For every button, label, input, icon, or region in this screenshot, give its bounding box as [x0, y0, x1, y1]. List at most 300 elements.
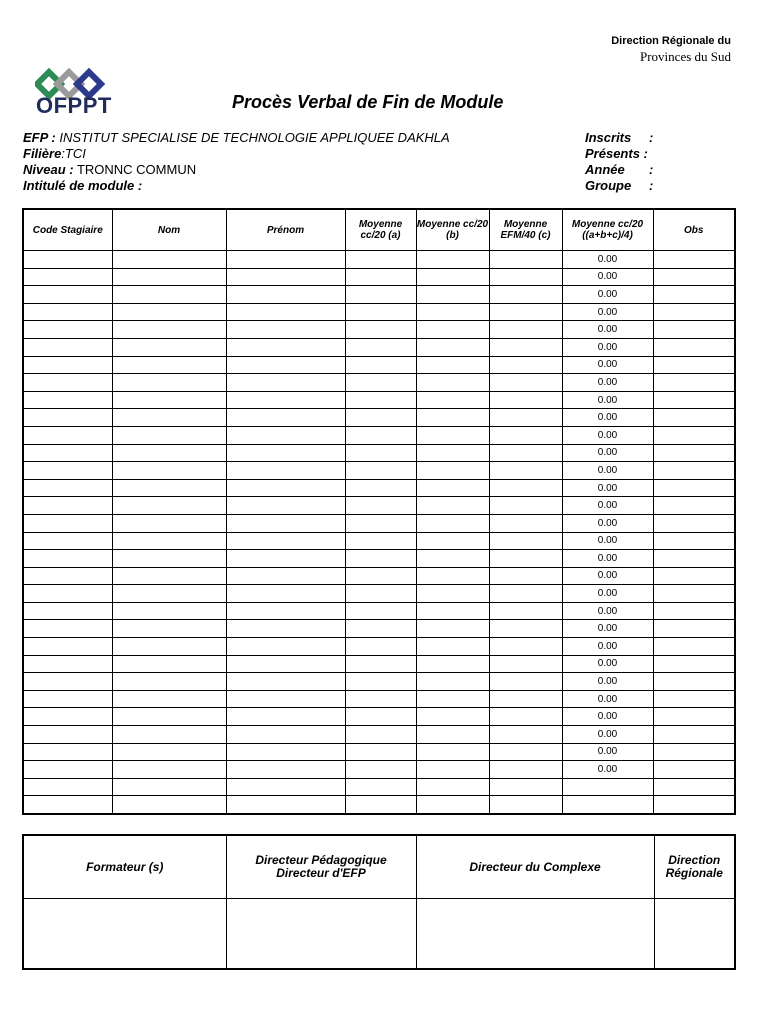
- cell-nom[interactable]: [112, 761, 226, 779]
- cell-nom[interactable]: [112, 602, 226, 620]
- cell-moyenne-b[interactable]: [416, 726, 489, 744]
- cell-nom[interactable]: [112, 690, 226, 708]
- table-row: [23, 620, 735, 638]
- cell-moyenne-finale[interactable]: [562, 796, 653, 814]
- cell-moyenne-efm[interactable]: [489, 338, 562, 356]
- table-row: [23, 778, 735, 796]
- cell-code-stagiaire[interactable]: [23, 761, 112, 779]
- cell-moyenne-b[interactable]: [416, 550, 489, 568]
- filiere-value: :TCI: [61, 146, 86, 161]
- cell-moyenne-efm[interactable]: [489, 409, 562, 427]
- cell-obs[interactable]: [653, 761, 735, 779]
- cell-moyenne-b[interactable]: [416, 251, 489, 269]
- cell-obs[interactable]: [653, 409, 735, 427]
- cell-nom[interactable]: [112, 479, 226, 497]
- cell-nom[interactable]: [112, 338, 226, 356]
- cell-prenom[interactable]: [226, 286, 345, 304]
- cell-moyenne-finale[interactable]: 0.00: [562, 303, 653, 321]
- cell-code-stagiaire[interactable]: [23, 426, 112, 444]
- cell-moyenne-finale[interactable]: 0.00: [562, 726, 653, 744]
- cell-obs[interactable]: [653, 426, 735, 444]
- cell-moyenne-finale[interactable]: 0.00: [562, 444, 653, 462]
- cell-moyenne-b[interactable]: [416, 321, 489, 339]
- directeur-complexe-signature-cell[interactable]: [416, 899, 654, 970]
- cell-prenom[interactable]: [226, 708, 345, 726]
- cell-code-stagiaire[interactable]: [23, 690, 112, 708]
- cell-moyenne-finale[interactable]: 0.00: [562, 338, 653, 356]
- cell-prenom[interactable]: [226, 567, 345, 585]
- cell-moyenne-efm[interactable]: [489, 321, 562, 339]
- cell-moyenne-a[interactable]: [345, 550, 416, 568]
- cell-obs[interactable]: [653, 374, 735, 392]
- cell-moyenne-b[interactable]: [416, 497, 489, 515]
- cell-moyenne-efm[interactable]: [489, 479, 562, 497]
- cell-moyenne-a[interactable]: [345, 796, 416, 814]
- cell-obs[interactable]: [653, 303, 735, 321]
- cell-moyenne-b[interactable]: [416, 602, 489, 620]
- table-row: [23, 567, 735, 585]
- cell-moyenne-finale[interactable]: 0.00: [562, 391, 653, 409]
- cell-nom[interactable]: [112, 251, 226, 269]
- cell-moyenne-a[interactable]: [345, 655, 416, 673]
- cell-moyenne-b[interactable]: [416, 532, 489, 550]
- column-header-moyenne-a: Moyenne cc/20 (a): [345, 209, 416, 251]
- direction-line-2: Provinces du Sud: [640, 49, 731, 64]
- groupe-colon: :: [649, 178, 654, 193]
- cell-moyenne-finale[interactable]: 0.00: [562, 550, 653, 568]
- cell-code-stagiaire[interactable]: [23, 532, 112, 550]
- cell-prenom[interactable]: [226, 655, 345, 673]
- column-header-obs: Obs: [653, 209, 735, 251]
- cell-obs[interactable]: [653, 726, 735, 744]
- cell-moyenne-efm[interactable]: [489, 391, 562, 409]
- cell-moyenne-finale[interactable]: 0.00: [562, 532, 653, 550]
- cell-code-stagiaire[interactable]: [23, 655, 112, 673]
- niveau-label: Niveau :: [23, 162, 74, 177]
- cell-moyenne-efm[interactable]: [489, 268, 562, 286]
- cell-code-stagiaire[interactable]: [23, 251, 112, 269]
- cell-code-stagiaire[interactable]: [23, 356, 112, 374]
- cell-prenom[interactable]: [226, 338, 345, 356]
- cell-nom[interactable]: [112, 620, 226, 638]
- cell-prenom[interactable]: [226, 743, 345, 761]
- cell-prenom[interactable]: [226, 620, 345, 638]
- direction-regionale-signature-cell[interactable]: [654, 899, 735, 970]
- direction-line-1: Direction Régionale du: [611, 35, 731, 47]
- cell-obs[interactable]: [653, 602, 735, 620]
- cell-prenom[interactable]: [226, 479, 345, 497]
- cell-moyenne-finale[interactable]: 0.00: [562, 426, 653, 444]
- cell-obs[interactable]: [653, 585, 735, 603]
- table-row: [23, 743, 735, 761]
- cell-prenom[interactable]: [226, 426, 345, 444]
- cell-moyenne-b[interactable]: [416, 743, 489, 761]
- cell-code-stagiaire[interactable]: [23, 479, 112, 497]
- cell-code-stagiaire[interactable]: [23, 303, 112, 321]
- cell-moyenne-a[interactable]: [345, 585, 416, 603]
- cell-moyenne-a[interactable]: [345, 567, 416, 585]
- cell-moyenne-a[interactable]: [345, 409, 416, 427]
- cell-moyenne-efm[interactable]: [489, 673, 562, 691]
- cell-moyenne-a[interactable]: [345, 497, 416, 515]
- cell-moyenne-b[interactable]: [416, 356, 489, 374]
- cell-moyenne-finale[interactable]: 0.00: [562, 514, 653, 532]
- cell-moyenne-finale[interactable]: 0.00: [562, 268, 653, 286]
- cell-moyenne-finale[interactable]: 0.00: [562, 462, 653, 480]
- cell-nom[interactable]: [112, 638, 226, 656]
- cell-moyenne-a[interactable]: [345, 690, 416, 708]
- cell-obs[interactable]: [653, 268, 735, 286]
- cell-moyenne-efm[interactable]: [489, 620, 562, 638]
- cell-code-stagiaire[interactable]: [23, 497, 112, 515]
- cell-prenom[interactable]: [226, 251, 345, 269]
- cell-code-stagiaire[interactable]: [23, 550, 112, 568]
- cell-moyenne-finale[interactable]: 0.00: [562, 743, 653, 761]
- cell-prenom[interactable]: [226, 761, 345, 779]
- table-row: [23, 286, 735, 304]
- cell-obs[interactable]: [653, 796, 735, 814]
- cell-nom[interactable]: [112, 726, 226, 744]
- cell-nom[interactable]: [112, 409, 226, 427]
- table-row: [23, 673, 735, 691]
- cell-obs[interactable]: [653, 321, 735, 339]
- cell-nom[interactable]: [112, 303, 226, 321]
- cell-moyenne-a[interactable]: [345, 602, 416, 620]
- intitule-label: Intitulé de module :: [23, 178, 143, 193]
- cell-prenom[interactable]: [226, 778, 345, 796]
- table-row: [23, 479, 735, 497]
- cell-obs[interactable]: [653, 550, 735, 568]
- cell-moyenne-efm[interactable]: [489, 303, 562, 321]
- cell-moyenne-a[interactable]: [345, 444, 416, 462]
- cell-code-stagiaire[interactable]: [23, 778, 112, 796]
- cell-code-stagiaire[interactable]: [23, 726, 112, 744]
- cell-obs[interactable]: [653, 514, 735, 532]
- cell-nom[interactable]: [112, 708, 226, 726]
- cell-code-stagiaire[interactable]: [23, 444, 112, 462]
- cell-obs[interactable]: [653, 356, 735, 374]
- cell-obs[interactable]: [653, 532, 735, 550]
- cell-obs[interactable]: [653, 708, 735, 726]
- cell-moyenne-efm[interactable]: [489, 778, 562, 796]
- cell-nom[interactable]: [112, 286, 226, 304]
- efp-value: INSTITUT SPECIALISE DE TECHNOLOGIE APPLIQUEE DAKHLA: [55, 130, 450, 145]
- cell-nom[interactable]: [112, 444, 226, 462]
- cell-moyenne-efm[interactable]: [489, 550, 562, 568]
- cell-code-stagiaire[interactable]: [23, 409, 112, 427]
- cell-code-stagiaire[interactable]: [23, 673, 112, 691]
- cell-moyenne-finale[interactable]: 0.00: [562, 585, 653, 603]
- cell-moyenne-efm[interactable]: [489, 708, 562, 726]
- cell-moyenne-efm[interactable]: [489, 426, 562, 444]
- cell-nom[interactable]: [112, 655, 226, 673]
- cell-moyenne-efm[interactable]: [489, 567, 562, 585]
- cell-moyenne-b[interactable]: [416, 708, 489, 726]
- cell-moyenne-b[interactable]: [416, 796, 489, 814]
- cell-moyenne-finale[interactable]: 0.00: [562, 409, 653, 427]
- cell-prenom[interactable]: [226, 550, 345, 568]
- table-row: [23, 690, 735, 708]
- grades-table: [22, 208, 736, 815]
- cell-moyenne-a[interactable]: [345, 532, 416, 550]
- cell-moyenne-a[interactable]: [345, 321, 416, 339]
- cell-moyenne-finale[interactable]: 0.00: [562, 708, 653, 726]
- cell-code-stagiaire[interactable]: [23, 743, 112, 761]
- cell-moyenne-b[interactable]: [416, 303, 489, 321]
- cell-nom[interactable]: [112, 743, 226, 761]
- cell-code-stagiaire[interactable]: [23, 374, 112, 392]
- cell-prenom[interactable]: [226, 726, 345, 744]
- cell-moyenne-a[interactable]: [345, 374, 416, 392]
- cell-nom[interactable]: [112, 585, 226, 603]
- cell-moyenne-b[interactable]: [416, 374, 489, 392]
- inscrits-colon: :: [649, 130, 654, 145]
- cell-moyenne-b[interactable]: [416, 268, 489, 286]
- cell-moyenne-b[interactable]: [416, 391, 489, 409]
- cell-code-stagiaire[interactable]: [23, 567, 112, 585]
- cell-prenom[interactable]: [226, 321, 345, 339]
- cell-prenom[interactable]: [226, 638, 345, 656]
- cell-moyenne-b[interactable]: [416, 426, 489, 444]
- cell-moyenne-a[interactable]: [345, 761, 416, 779]
- cell-prenom[interactable]: [226, 462, 345, 480]
- cell-moyenne-efm[interactable]: [489, 655, 562, 673]
- cell-moyenne-b[interactable]: [416, 567, 489, 585]
- cell-moyenne-b[interactable]: [416, 338, 489, 356]
- cell-obs[interactable]: [653, 497, 735, 515]
- cell-prenom[interactable]: [226, 391, 345, 409]
- cell-moyenne-b[interactable]: [416, 620, 489, 638]
- cell-moyenne-finale[interactable]: 0.00: [562, 321, 653, 339]
- cell-prenom[interactable]: [226, 532, 345, 550]
- cell-nom[interactable]: [112, 550, 226, 568]
- table-row: [23, 708, 735, 726]
- cell-prenom[interactable]: [226, 796, 345, 814]
- logo-text: OFPPT: [36, 93, 112, 118]
- cell-moyenne-efm[interactable]: [489, 690, 562, 708]
- cell-prenom[interactable]: [226, 497, 345, 515]
- cell-moyenne-finale[interactable]: 0.00: [562, 479, 653, 497]
- cell-moyenne-b[interactable]: [416, 444, 489, 462]
- cell-nom[interactable]: [112, 268, 226, 286]
- cell-code-stagiaire[interactable]: [23, 338, 112, 356]
- table-row: [23, 514, 735, 532]
- cell-prenom[interactable]: [226, 409, 345, 427]
- cell-moyenne-b[interactable]: [416, 761, 489, 779]
- cell-moyenne-a[interactable]: [345, 778, 416, 796]
- cell-nom[interactable]: [112, 673, 226, 691]
- cell-obs[interactable]: [653, 286, 735, 304]
- cell-moyenne-a[interactable]: [345, 268, 416, 286]
- cell-nom[interactable]: [112, 514, 226, 532]
- cell-moyenne-a[interactable]: [345, 426, 416, 444]
- niveau-value: TRONNC COMMUN: [73, 162, 197, 177]
- cell-moyenne-finale[interactable]: 0.00: [562, 286, 653, 304]
- cell-nom[interactable]: [112, 374, 226, 392]
- cell-obs[interactable]: [653, 673, 735, 691]
- cell-moyenne-b[interactable]: [416, 778, 489, 796]
- cell-obs[interactable]: [653, 391, 735, 409]
- table-row: [23, 251, 735, 269]
- column-header-prenom: Prénom: [226, 209, 345, 251]
- table-row: [23, 426, 735, 444]
- cell-obs[interactable]: [653, 638, 735, 656]
- directeur-complexe-header: Directeur du Complexe: [416, 835, 654, 899]
- cell-moyenne-b[interactable]: [416, 655, 489, 673]
- cell-obs[interactable]: [653, 743, 735, 761]
- table-row: [23, 497, 735, 515]
- cell-moyenne-b[interactable]: [416, 409, 489, 427]
- cell-moyenne-efm[interactable]: [489, 514, 562, 532]
- cell-moyenne-efm[interactable]: [489, 356, 562, 374]
- cell-prenom[interactable]: [226, 602, 345, 620]
- cell-moyenne-efm[interactable]: [489, 602, 562, 620]
- cell-obs[interactable]: [653, 690, 735, 708]
- table-row: [23, 726, 735, 744]
- cell-prenom[interactable]: [226, 585, 345, 603]
- cell-obs[interactable]: [653, 444, 735, 462]
- cell-moyenne-efm[interactable]: [489, 497, 562, 515]
- cell-moyenne-b[interactable]: [416, 585, 489, 603]
- direction-label: Direction: [668, 853, 721, 867]
- cell-moyenne-a[interactable]: [345, 251, 416, 269]
- cell-moyenne-efm[interactable]: [489, 444, 562, 462]
- cell-moyenne-efm[interactable]: [489, 761, 562, 779]
- cell-code-stagiaire[interactable]: [23, 391, 112, 409]
- cell-moyenne-finale[interactable]: [562, 778, 653, 796]
- directeur-efp-label: Directeur d'EFP: [276, 866, 366, 880]
- cell-moyenne-finale[interactable]: 0.00: [562, 620, 653, 638]
- cell-moyenne-finale[interactable]: 0.00: [562, 690, 653, 708]
- cell-moyenne-efm[interactable]: [489, 796, 562, 814]
- directeur-pedagogique-signature-cell[interactable]: [226, 899, 416, 970]
- cell-code-stagiaire[interactable]: [23, 638, 112, 656]
- table-row: [23, 585, 735, 603]
- cell-moyenne-a[interactable]: [345, 673, 416, 691]
- cell-code-stagiaire[interactable]: [23, 602, 112, 620]
- cell-moyenne-efm[interactable]: [489, 638, 562, 656]
- cell-prenom[interactable]: [226, 673, 345, 691]
- cell-moyenne-a[interactable]: [345, 620, 416, 638]
- cell-obs[interactable]: [653, 338, 735, 356]
- cell-nom[interactable]: [112, 462, 226, 480]
- cell-moyenne-finale[interactable]: 0.00: [562, 761, 653, 779]
- cell-moyenne-a[interactable]: [345, 286, 416, 304]
- presents-row: [585, 146, 713, 162]
- cell-moyenne-finale[interactable]: 0.00: [562, 655, 653, 673]
- cell-moyenne-a[interactable]: [345, 303, 416, 321]
- cell-moyenne-a[interactable]: [345, 356, 416, 374]
- cell-nom[interactable]: [112, 426, 226, 444]
- cell-moyenne-finale[interactable]: 0.00: [562, 497, 653, 515]
- cell-code-stagiaire[interactable]: [23, 796, 112, 814]
- cell-nom[interactable]: [112, 391, 226, 409]
- cell-moyenne-a[interactable]: [345, 638, 416, 656]
- cell-nom[interactable]: [112, 796, 226, 814]
- cell-nom[interactable]: [112, 321, 226, 339]
- cell-moyenne-b[interactable]: [416, 286, 489, 304]
- cell-nom[interactable]: [112, 778, 226, 796]
- cell-moyenne-a[interactable]: [345, 743, 416, 761]
- cell-obs[interactable]: [653, 778, 735, 796]
- cell-nom[interactable]: [112, 497, 226, 515]
- cell-moyenne-efm[interactable]: [489, 726, 562, 744]
- cell-obs[interactable]: [653, 479, 735, 497]
- cell-obs[interactable]: [653, 620, 735, 638]
- cell-code-stagiaire[interactable]: [23, 268, 112, 286]
- cell-prenom[interactable]: [226, 690, 345, 708]
- cell-code-stagiaire[interactable]: [23, 514, 112, 532]
- cell-nom[interactable]: [112, 356, 226, 374]
- cell-moyenne-efm[interactable]: [489, 251, 562, 269]
- cell-moyenne-b[interactable]: [416, 514, 489, 532]
- cell-moyenne-a[interactable]: [345, 726, 416, 744]
- cell-moyenne-a[interactable]: [345, 479, 416, 497]
- cell-moyenne-b[interactable]: [416, 638, 489, 656]
- cell-obs[interactable]: [653, 251, 735, 269]
- cell-moyenne-finale[interactable]: 0.00: [562, 251, 653, 269]
- efp-label: EFP :: [23, 130, 56, 145]
- cell-code-stagiaire[interactable]: [23, 620, 112, 638]
- cell-moyenne-finale[interactable]: 0.00: [562, 567, 653, 585]
- cell-moyenne-efm[interactable]: [489, 374, 562, 392]
- cell-moyenne-finale[interactable]: 0.00: [562, 673, 653, 691]
- cell-moyenne-finale[interactable]: 0.00: [562, 602, 653, 620]
- signatures-table: [22, 834, 736, 970]
- formateur-signature-cell[interactable]: [23, 899, 226, 970]
- cell-moyenne-b[interactable]: [416, 690, 489, 708]
- cell-moyenne-efm[interactable]: [489, 462, 562, 480]
- cell-code-stagiaire[interactable]: [23, 462, 112, 480]
- cell-moyenne-efm[interactable]: [489, 585, 562, 603]
- cell-moyenne-b[interactable]: [416, 462, 489, 480]
- cell-code-stagiaire[interactable]: [23, 286, 112, 304]
- cell-prenom[interactable]: [226, 514, 345, 532]
- info-left: [23, 130, 450, 194]
- cell-nom[interactable]: [112, 532, 226, 550]
- cell-code-stagiaire[interactable]: [23, 585, 112, 603]
- cell-moyenne-efm[interactable]: [489, 743, 562, 761]
- cell-moyenne-a[interactable]: [345, 514, 416, 532]
- cell-prenom[interactable]: [226, 374, 345, 392]
- cell-prenom[interactable]: [226, 444, 345, 462]
- table-row: [23, 303, 735, 321]
- cell-moyenne-finale[interactable]: 0.00: [562, 638, 653, 656]
- table-row: [23, 761, 735, 779]
- cell-moyenne-b[interactable]: [416, 479, 489, 497]
- cell-nom[interactable]: [112, 567, 226, 585]
- cell-obs[interactable]: [653, 567, 735, 585]
- table-row: [23, 462, 735, 480]
- cell-moyenne-finale[interactable]: 0.00: [562, 374, 653, 392]
- cell-moyenne-a[interactable]: [345, 462, 416, 480]
- cell-obs[interactable]: [653, 655, 735, 673]
- cell-moyenne-efm[interactable]: [489, 286, 562, 304]
- cell-code-stagiaire[interactable]: [23, 708, 112, 726]
- page-title: Procès Verbal de Fin de Module: [232, 92, 504, 112]
- cell-moyenne-b[interactable]: [416, 673, 489, 691]
- cell-code-stagiaire[interactable]: [23, 321, 112, 339]
- cell-prenom[interactable]: [226, 303, 345, 321]
- cell-moyenne-efm[interactable]: [489, 532, 562, 550]
- cell-obs[interactable]: [653, 462, 735, 480]
- cell-moyenne-a[interactable]: [345, 391, 416, 409]
- cell-moyenne-a[interactable]: [345, 338, 416, 356]
- cell-moyenne-finale[interactable]: 0.00: [562, 356, 653, 374]
- cell-moyenne-a[interactable]: [345, 708, 416, 726]
- cell-prenom[interactable]: [226, 356, 345, 374]
- cell-prenom[interactable]: [226, 268, 345, 286]
